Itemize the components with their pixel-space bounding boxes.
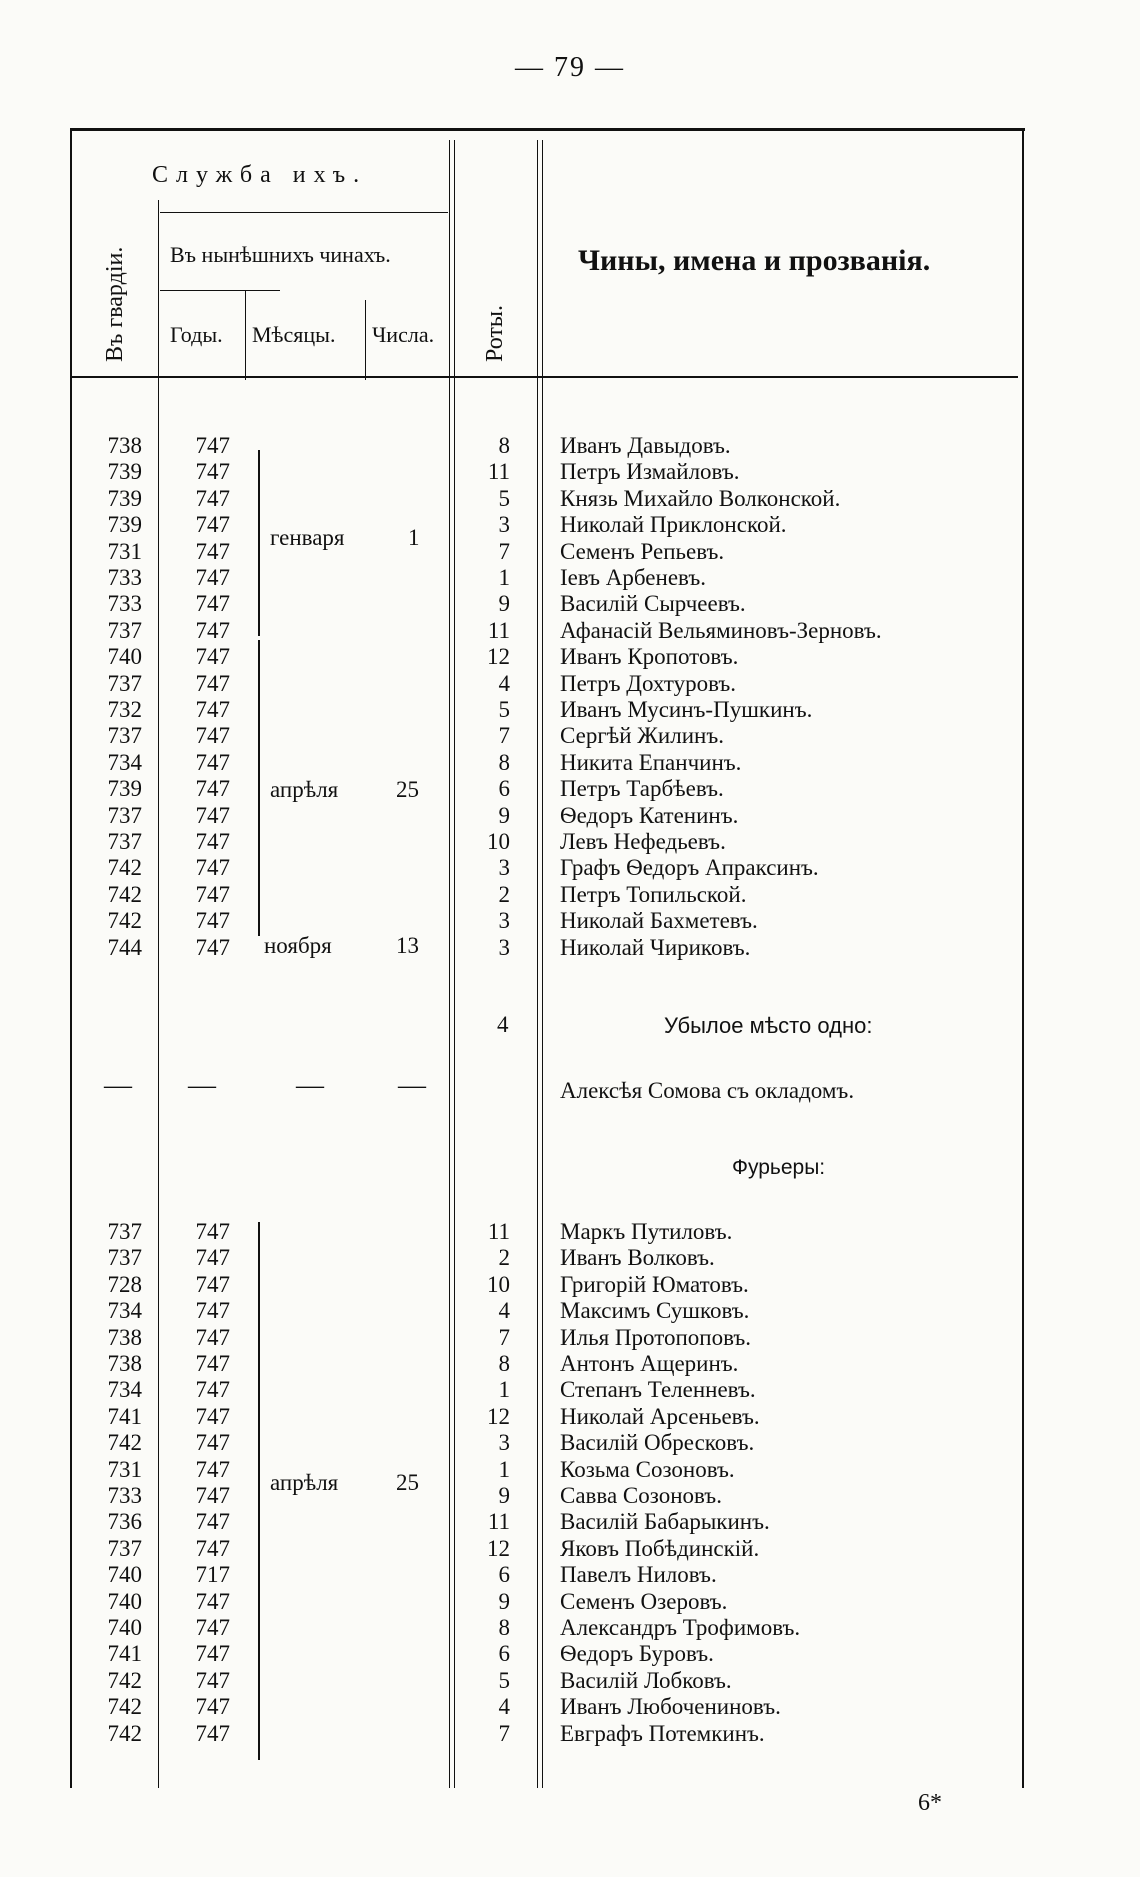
rank-year: 747 [195,617,230,643]
table-row [0,591,1140,617]
person-name: Николай Чириковъ. [560,934,751,960]
guard-year: 728 [107,1271,142,1297]
company-number: 2 [498,881,510,907]
company-number: 12 [487,1403,510,1429]
person-name: Илья Протопоповъ. [560,1324,752,1350]
guard-year: 737 [107,617,142,643]
dash-guard: — [104,1070,132,1101]
person-name: Василій Обресковъ. [560,1430,755,1456]
guard-year: 734 [107,749,142,775]
table-row [0,1404,1140,1430]
rank-year: 747 [195,1483,230,1508]
table-row [0,644,1140,670]
guard-year: 739 [107,459,142,485]
rank-year: 747 [195,1245,230,1271]
company-number: 9 [498,591,510,617]
table-row [0,1245,1140,1271]
brace-january [258,450,260,636]
person-name: Петръ Измайловъ. [560,459,740,485]
company-number: 11 [487,1509,510,1535]
company-number: 9 [498,802,510,828]
rank-year: 747 [195,1667,230,1693]
company-number: 8 [498,1615,510,1640]
person-name: Александръ Трофимовъ. [560,1615,801,1640]
guard-year: 742 [107,855,142,881]
rank-year: 747 [195,1403,230,1429]
guard-year: 734 [107,1377,142,1403]
page-number: — 79 — [515,52,625,83]
company-number: 8 [498,1351,510,1376]
days-header: Числа. [372,322,435,347]
person-name: Афанасій Вельяминовъ-Зерновъ. [560,617,882,643]
table-row [0,908,1140,934]
person-name: Семенъ Репьевъ. [560,538,725,564]
person-name: Левъ Нефедьевъ. [560,829,726,854]
vacancy-text: Алексѣя Сомова съ окладомъ. [560,1078,855,1103]
table-row [0,512,1140,538]
table-row [0,1589,1140,1615]
years-months-rule [245,290,246,380]
guard-year: 736 [107,1509,142,1535]
table-row [0,1377,1140,1403]
person-name: Василій Сырчеевъ. [560,591,746,617]
day-april-2: 25 [396,1470,419,1495]
rank-year: 747 [195,881,230,907]
guard-year: 741 [107,1403,142,1429]
guard-year: 740 [107,644,142,670]
table-row [0,723,1140,749]
table-row [0,1509,1140,1535]
company-number: 4 [498,670,510,696]
person-name: Сергѣй Жилинъ. [560,723,724,749]
table-row [0,539,1140,565]
table-row [0,1668,1140,1694]
table-row [0,1351,1140,1377]
rank-year: 747 [195,723,230,749]
table-row [0,1615,1140,1641]
table-row [0,459,1140,485]
table-row [0,1536,1140,1562]
guard-year: 737 [107,723,142,749]
month-april: апрѣля [270,777,339,802]
company-number: 10 [487,829,510,854]
vacancy-title: Убылое мѣсто одно: [664,1013,873,1038]
rank-year: 747 [195,1377,230,1403]
company-number: 7 [498,723,510,749]
vacancy-company: 4 [497,1012,509,1037]
table-row [0,697,1140,723]
person-name: Іевъ Арбеневъ. [560,565,706,590]
table-row [0,803,1140,829]
rank-year: 747 [195,591,230,617]
rank-year: 747 [195,855,230,881]
person-name: Иванъ Любочениновъ. [560,1694,781,1720]
company-number: 1 [498,1456,510,1482]
person-name: Николай Бахметевъ. [560,908,758,934]
person-name: Василій Лобковъ. [560,1667,732,1693]
person-name: Никита Епанчинъ. [560,749,742,775]
guard-year: 731 [107,1456,142,1482]
person-name: Антонъ Ащеринъ. [560,1351,739,1376]
table-row [0,433,1140,459]
person-name: Петръ Топильской. [560,881,747,907]
person-name: Григорій Юматовъ. [560,1271,749,1297]
rank-year: 747 [195,908,230,934]
rank-year: 747 [195,1219,230,1244]
guard-year: 737 [107,1245,142,1271]
company-number: 3 [498,908,510,934]
table-row [0,1457,1140,1483]
months-days-rule [365,300,366,380]
guard-year: 737 [107,829,142,854]
company-number: 8 [498,433,510,458]
table-header-rule [70,376,1018,378]
company-number: 5 [498,697,510,722]
rank-year: 747 [195,1298,230,1324]
service-rule [160,212,448,213]
guard-year: 739 [107,776,142,802]
company-number: 10 [487,1271,510,1297]
rank-year: 747 [195,459,230,485]
company-number: 9 [498,1483,510,1508]
table-row [0,1325,1140,1351]
guard-year: 731 [107,538,142,564]
company-number: 12 [487,644,510,670]
rank-year: 747 [195,512,230,538]
company-number: 1 [498,565,510,590]
brace-april [258,640,260,936]
guard-year: 740 [107,1562,142,1588]
table-row [0,935,1140,961]
person-name: Маркъ Путиловъ. [560,1219,733,1244]
person-name: Петръ Тарбѣевъ. [560,776,724,802]
table-row [0,1298,1140,1324]
person-name: Козьма Созоновъ. [560,1456,735,1482]
person-name: Яковъ Побѣдинскій. [560,1535,760,1561]
rank-year: 747 [195,1615,230,1640]
person-name: Степанъ Теленневъ. [560,1377,756,1403]
guard-year: 742 [107,1430,142,1456]
company-number: 7 [498,1324,510,1350]
guard-year: 741 [107,1641,142,1667]
company-number: 7 [498,1720,510,1746]
company-number: 7 [498,538,510,564]
company-number: 9 [498,1588,510,1614]
company-number: 4 [498,1298,510,1324]
furiers-title: Фурьеры: [732,1156,826,1179]
rank-year: 747 [195,1509,230,1535]
company-number: 11 [487,1219,510,1244]
company-number: 3 [498,1430,510,1456]
rank-year: 747 [195,802,230,828]
person-name: Павелъ Ниловъ. [560,1562,717,1588]
guard-year: 740 [107,1588,142,1614]
company-number: 5 [498,485,510,511]
guard-year: 732 [107,697,142,722]
person-name: Графъ Ѳедоръ Апраксинъ. [560,855,819,881]
rank-year: 747 [195,1351,230,1376]
guard-year: 733 [107,591,142,617]
month-april-2: апрѣля [270,1470,339,1495]
table-row [0,750,1140,776]
month-january: генваря [270,525,345,550]
person-name: Иванъ Давыдовъ. [560,433,731,458]
rank-year: 747 [195,565,230,590]
rank-year: 747 [195,670,230,696]
table-row [0,882,1140,908]
person-name: Ѳедоръ Катенинъ. [560,802,739,828]
table-row [0,1562,1140,1588]
guard-header: Въ гвардіи. [102,246,128,362]
rank-year: 747 [195,749,230,775]
company-number: 11 [487,617,510,643]
rank-year: 747 [195,433,230,458]
rank-year: 747 [195,1641,230,1667]
rank-year: 747 [195,538,230,564]
table-row [0,618,1140,644]
table-row [0,829,1140,855]
company-header: Роты. [482,304,508,362]
guard-year: 740 [107,1615,142,1640]
rank-year: 747 [195,485,230,511]
dash-years: — [188,1070,216,1101]
company-number: 6 [498,1562,510,1588]
guard-year: 733 [107,565,142,590]
rank-year: 747 [195,1430,230,1456]
dash-days: — [398,1070,426,1101]
guard-year: 733 [107,1483,142,1508]
table-row [0,486,1140,512]
company-number: 6 [498,1641,510,1667]
rank-year: 747 [195,934,230,960]
names-header: Чины, имена и прозванія. [578,244,931,277]
table-row [0,1219,1140,1245]
rank-year: 747 [195,1720,230,1746]
month-november: ноября [264,933,332,958]
service-header: Служба ихъ. [152,162,368,188]
day-january: 1 [408,525,420,550]
brace-april-2 [258,1222,260,1760]
day-november: 13 [396,933,419,958]
company-number: 4 [498,1694,510,1720]
guard-year: 739 [107,512,142,538]
rank-year: 747 [195,1271,230,1297]
rank-year: 747 [195,776,230,802]
months-header: Мѣсяцы. [252,322,336,347]
person-name: Максимъ Сушковъ. [560,1298,750,1324]
guard-year: 738 [107,1324,142,1350]
guard-year: 739 [107,485,142,511]
company-number: 12 [487,1535,510,1561]
guard-year: 742 [107,1720,142,1746]
table-top-rule [70,128,1025,131]
rank-year: 717 [195,1562,230,1588]
rank-year: 747 [195,1588,230,1614]
ranks-rule [160,290,280,291]
person-name: Василій Бабарыкинъ. [560,1509,770,1535]
person-name: Савва Созоновъ. [560,1483,722,1508]
guard-year: 737 [107,802,142,828]
guard-year: 737 [107,1219,142,1244]
person-name: Николай Арсеньевъ. [560,1403,760,1429]
guard-year: 738 [107,433,142,458]
current-ranks-header: Въ нынѣшнихъ чинахъ. [170,242,391,267]
guard-year: 742 [107,1694,142,1720]
person-name: Князь Михайло Волконской. [560,485,841,511]
company-number: 3 [498,855,510,881]
table-row [0,776,1140,802]
person-name: Семенъ Озеровъ. [560,1588,728,1614]
company-number: 2 [498,1245,510,1271]
company-number: 3 [498,512,510,538]
rank-year: 747 [195,697,230,722]
person-name: Иванъ Волковъ. [560,1245,715,1271]
table-row [0,1430,1140,1456]
dash-months: — [296,1070,324,1101]
person-name: Петръ Дохтуровъ. [560,670,737,696]
table-row [0,1721,1140,1747]
rank-year: 747 [195,644,230,670]
rank-year: 747 [195,829,230,854]
guard-year: 734 [107,1298,142,1324]
guard-year: 737 [107,670,142,696]
rank-year: 747 [195,1535,230,1561]
guard-year: 737 [107,1535,142,1561]
table-row [0,565,1140,591]
table-row [0,1641,1140,1667]
company-number: 11 [487,459,510,485]
company-number: 3 [498,934,510,960]
guard-year: 742 [107,1667,142,1693]
guard-year: 742 [107,881,142,907]
person-name: Иванъ Кропотовъ. [560,644,739,670]
years-header: Годы. [170,322,223,347]
person-name: Николай Приклонской. [560,512,787,538]
person-name: Евграфъ Потемкинъ. [560,1720,765,1746]
rank-year: 747 [195,1694,230,1720]
table-row [0,855,1140,881]
company-number: 5 [498,1667,510,1693]
person-name: Иванъ Мусинъ-Пушкинъ. [560,697,813,722]
company-number: 8 [498,749,510,775]
day-april: 25 [396,777,419,802]
guard-year: 742 [107,908,142,934]
table-row [0,1694,1140,1720]
company-number: 1 [498,1377,510,1403]
table-row [0,671,1140,697]
guard-year: 744 [107,934,142,960]
person-name: Ѳедоръ Буровъ. [560,1641,714,1667]
guard-year: 738 [107,1351,142,1376]
footer-signature: 6* [918,1790,942,1816]
rank-year: 747 [195,1456,230,1482]
rank-year: 747 [195,1324,230,1350]
table-row [0,1483,1140,1509]
company-number: 6 [498,776,510,802]
table-row [0,1272,1140,1298]
